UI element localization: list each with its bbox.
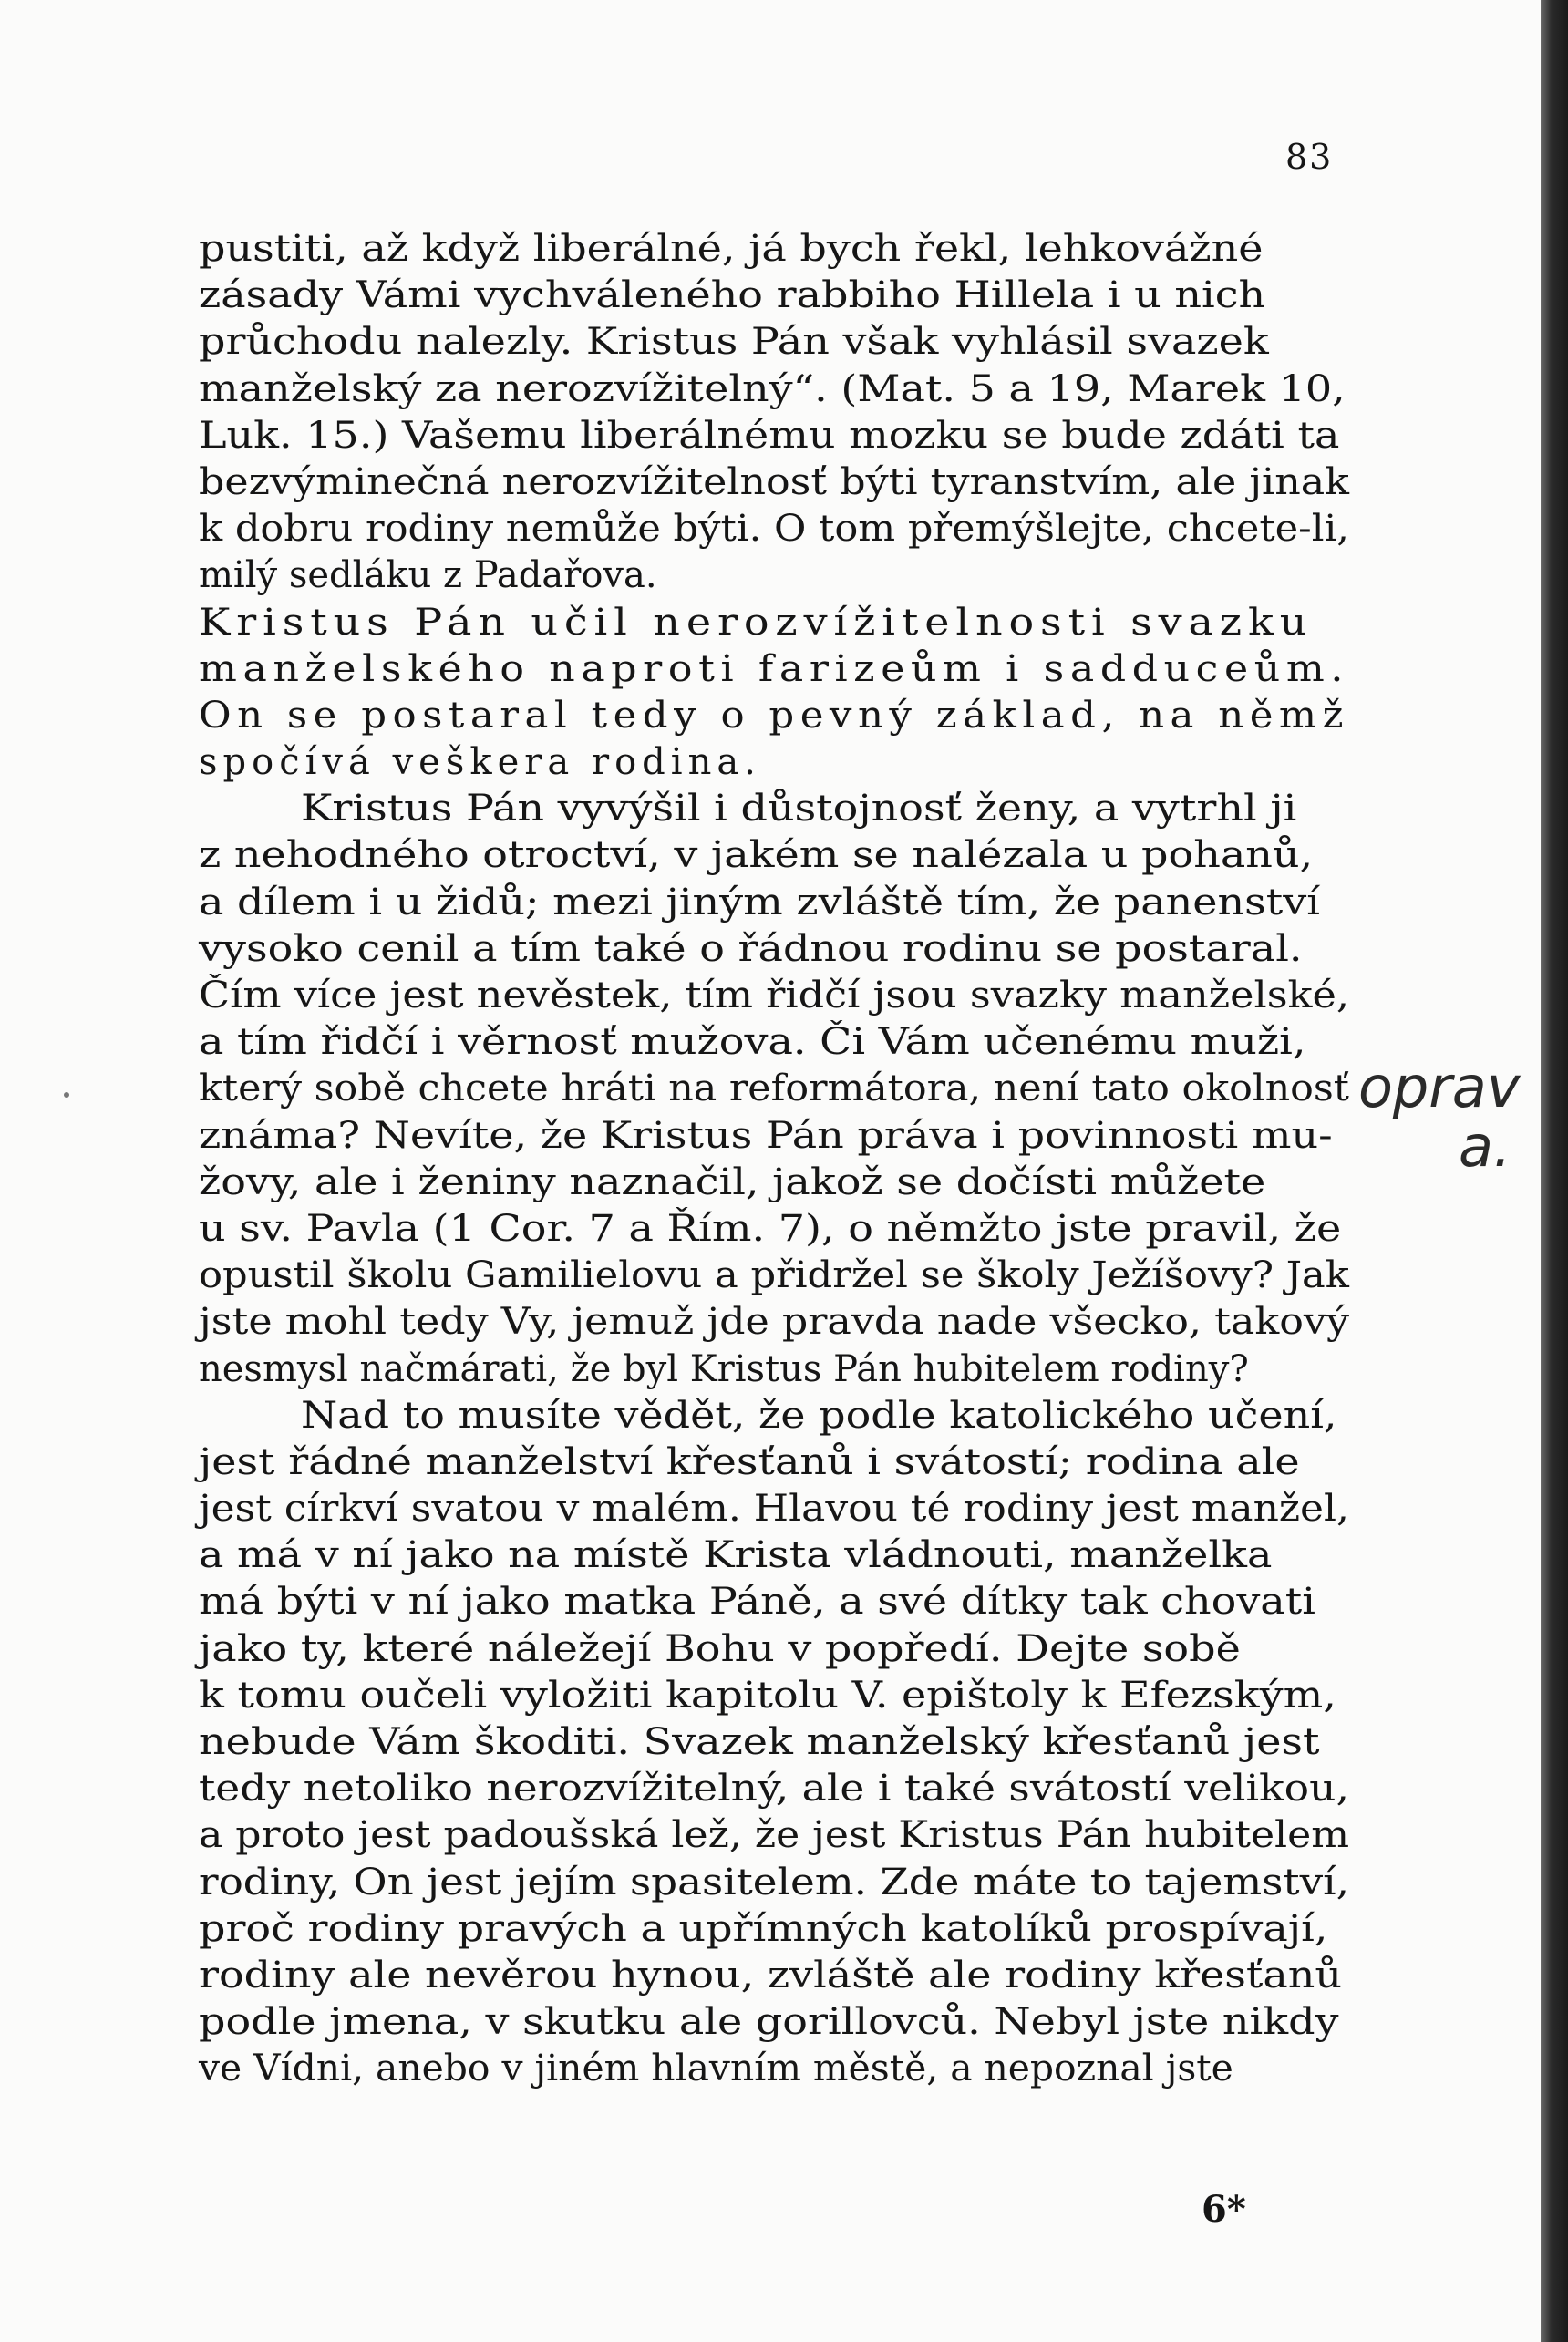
text-line: vysoko cenil a tím také o řádnou rodinu se postaral.: [199, 927, 1303, 970]
text-line: rodiny ale nevěrou hynou, zvláště ale rodiny křesťanů: [199, 1954, 1343, 1996]
text-line: Luk. 15.) Vašemu liberálnému mozku se bude zdáti ta: [199, 414, 1340, 457]
text-line: bezvýminečná nerozvížitelnosť býti tyranstvím, ale jinak: [199, 460, 1350, 503]
signature-mark: 6*: [1202, 2188, 1246, 2231]
stray-ink-mark: [64, 1092, 69, 1098]
text-line: známa? Nevíte, že Kristus Pán práva i povinnosti mu-: [199, 1114, 1333, 1157]
emphasized-line: On se postaral tedy o pevný základ, na němž: [199, 694, 1350, 737]
text-line: milý sedláku z Padařova.: [199, 554, 657, 597]
text-line: a má v ní jako na místě Krista vládnouti, manželka: [199, 1534, 1273, 1577]
text-line: průchodu nalezly. Kristus Pán však vyhlásil svazek: [199, 321, 1269, 364]
text-line: proč rodiny pravých a upřímných katolíků prospívají,: [199, 1907, 1328, 1950]
text-line: rodiny, On jest jejím spasitelem. Zde máte to tajemství,: [199, 1861, 1349, 1904]
text-line: manželský za nerozvížitelný“. (Mat. 5 a 19, Marek 10,: [199, 367, 1346, 410]
text-line: žovy, ale i ženiny naznačil, jakož se dočísti můžete: [199, 1161, 1266, 1203]
text-line: tedy netoliko nerozvížitelný, ale i také svátostí velikou,: [199, 1768, 1349, 1811]
text-line: k dobru rodiny nemůže býti. O tom přemýšlejte, chcete-li,: [199, 508, 1349, 551]
emphasized-line: manželského naproti farizeům i sadduceům.: [199, 647, 1350, 690]
text-line: ve Vídni, anebo v jiném hlavním městě, a nepoznal jste: [199, 2048, 1233, 2090]
text-line: a tím řidčí i věrnosť mužova. Či Vám učenému muži,: [199, 1021, 1306, 1064]
text-line: nesmysl načmárati, že byl Kristus Pán hubitelem rodiny?: [199, 1347, 1249, 1390]
text-line: podle jmena, v skutku ale gorillovců. Nebyl jste nikdy: [199, 2001, 1339, 2044]
text-line: pustiti, až když liberálné, já bych řekl, lehkovážné: [199, 228, 1264, 270]
text-line: jste mohl tedy Vy, jemuž jde pravda nade všecko, takový: [199, 1301, 1350, 1344]
text-line: jest řádné manželství křesťanů i svátostí; rodina ale: [199, 1440, 1300, 1483]
margin-note-line: oprav: [1358, 1054, 1521, 1120]
handwritten-margin-note: [1358, 1054, 1521, 1181]
emphasized-line: spočívá veškera rodina.: [199, 741, 761, 784]
text-line: opustil školu Gamilielovu a přidržel se školy Ježíšovy? Jak: [199, 1254, 1349, 1297]
text-line: má býti v ní jako matka Páně, a své dítky tak chovati: [199, 1581, 1315, 1624]
text-line: nebude Vám škoditi. Svazek manželský křesťanů jest: [199, 1721, 1320, 1763]
text-line: k tomu oučeli vyložiti kapitolu V. epištoly k Efezským,: [199, 1674, 1336, 1717]
margin-note-line: a.: [1459, 1113, 1511, 1181]
text-line: u sv. Pavla (1 Cor. 7 a Řím. 7), o němžto jste pravil, že: [199, 1207, 1342, 1250]
body-text: [199, 226, 1349, 2093]
text-line: a dílem i u židů; mezi jiným zvláště tím, že panenství: [199, 881, 1320, 923]
text-line: z nehodného otroctví, v jakém se nalézala u pohanů,: [199, 834, 1314, 877]
text-line: zásady Vámi vychváleného rabbiho Hillela i u nich: [199, 274, 1266, 317]
emphasized-line: Kristus Pán učil nerozvížitelnosti svazku: [199, 601, 1314, 644]
paragraph-start-line: Nad to musíte vědět, že podle katolického učení,: [301, 1394, 1337, 1437]
paragraph-start-line: Kristus Pán vyvýšil i důstojnosť ženy, a vytrhl ji: [301, 788, 1297, 831]
text-line: a proto jest padoušská lež, že jest Kristus Pán hubitelem: [199, 1814, 1350, 1857]
text-line: Čím více jest nevěstek, tím řidčí jsou svazky manželské,: [199, 975, 1350, 1016]
text-line: jako ty, které náležejí Bohu v popředí. Dejte sobě: [199, 1627, 1241, 1670]
text-line: který sobě chcete hráti na reformátora, není tato okolnosť: [199, 1068, 1349, 1110]
text-line: jest církví svatou v malém. Hlavou té rodiny jest manžel,: [199, 1488, 1350, 1531]
page-number: 83: [1285, 137, 1334, 177]
scan-edge-shadow: [1541, 0, 1568, 2342]
